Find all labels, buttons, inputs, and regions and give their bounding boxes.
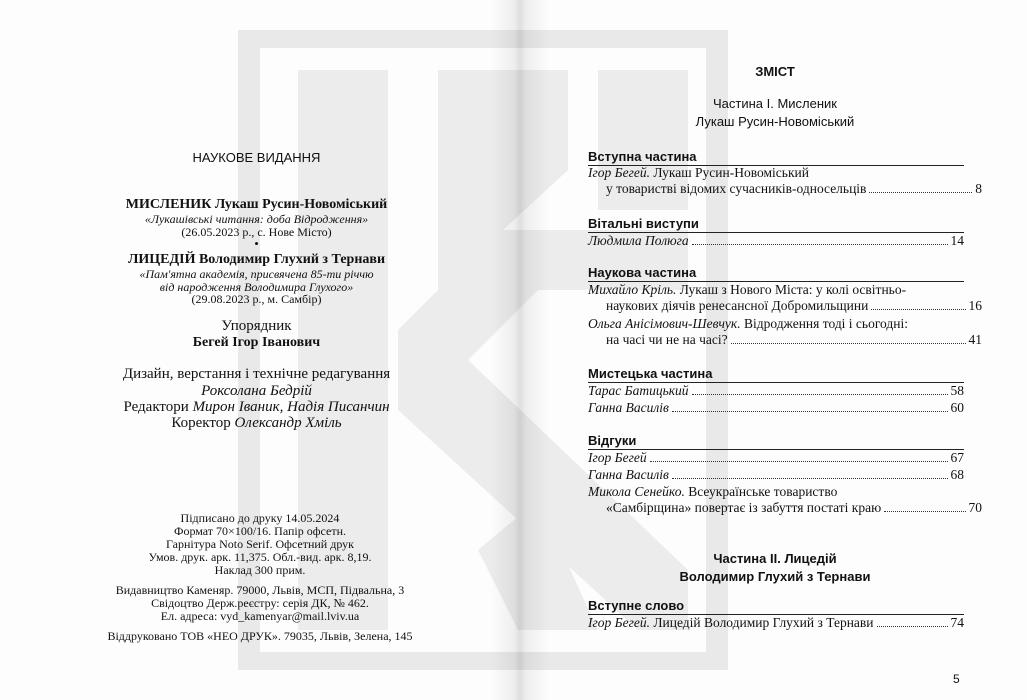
part2-title: Частина ІІ. Лицедій [713, 551, 837, 566]
publication-type: НАУКОВЕ ВИДАННЯ [192, 150, 321, 165]
colophon-line: Формат 70×100/16. Папір офсетн. [173, 524, 346, 538]
event2-date-place: (29.08.2023 р., м. Самбір) [191, 292, 322, 306]
part2-subtitle: Володимир Глухий з Тернави [679, 569, 871, 584]
entry-author: Ігор Бегей [588, 450, 647, 465]
dot-leader [877, 626, 948, 627]
part1-title: Частина І. Мисленик [712, 96, 837, 111]
event1-subtitle: «Лукашівські читання: доба Відродження» [144, 212, 369, 226]
entry-title-line2: у товаристві відомих сучасників-односельців [606, 181, 867, 196]
corrector-label: Коректор [171, 415, 231, 431]
toc-entry[interactable] [588, 233, 964, 249]
entry-title-line2: на часі чи не на часі? [606, 332, 728, 347]
section-heading: Вступна частина [588, 149, 697, 164]
entry-title-line1: Всеукраїнське товариство [684, 484, 838, 499]
entry-title: Лицедій Володимир Глухий з Тернави [649, 615, 874, 630]
entry-page: 67 [950, 450, 964, 465]
design-name: Роксолана Бедрій [201, 383, 312, 399]
entry-author: Ганна Василів [588, 400, 669, 415]
dot-leader [871, 309, 965, 310]
corrector-line [0, 415, 513, 432]
entry-author: Микола Сенейко. [588, 484, 685, 499]
dot-leader [884, 511, 965, 512]
entry-author: Ігор Бегей. [588, 165, 650, 180]
toc-entry[interactable] [588, 467, 964, 483]
toc-entry[interactable] [588, 615, 964, 631]
bullet-separator: • [254, 236, 259, 251]
dot-leader [692, 394, 948, 395]
event2-subtitle-line1: «Пам'ятна академія, присвячена 85-ти річчю [139, 267, 374, 281]
entry-author: Ольга Анісімович-Шевчук. [588, 316, 741, 331]
toc-title: ЗМІСТ [755, 64, 795, 79]
entry-page: 60 [950, 400, 964, 415]
design-label: Дизайн, верстання і технічне редагування [122, 366, 391, 382]
entry-title-line1: Лукаш з Нового Міста: у колі освітньо- [676, 282, 907, 297]
dot-leader [869, 192, 972, 193]
publisher-line: Свідоцтво Держ.реєстру: серія ДК, № 462. [151, 596, 369, 610]
entry-title-line1: Лукаш Русин-Новоміський [649, 165, 809, 180]
compiler-name: Бегей Ігор Іванович [192, 335, 321, 350]
toc-entry[interactable] [588, 484, 982, 516]
event1-title: МИСЛЕНИК Лукаш Русин-Новоміський [125, 197, 388, 212]
entry-page: 74 [950, 615, 964, 630]
editors-label: Редактори [123, 399, 189, 415]
entry-page: 70 [968, 500, 982, 515]
entry-author: Людмила Полюга [588, 233, 689, 248]
dot-leader [672, 411, 948, 412]
page-number: 5 [953, 672, 960, 686]
entry-page: 16 [968, 298, 982, 313]
section-heading: Наукова частина [588, 265, 697, 280]
dot-leader [731, 343, 966, 344]
entry-author: Ігор Бегей. [588, 615, 650, 630]
toc-entry[interactable] [588, 450, 964, 466]
dot-leader [650, 461, 948, 462]
colophon-line: Підписано до друку 14.05.2024 [180, 511, 340, 525]
entry-page: 14 [950, 233, 964, 248]
entry-page: 58 [950, 383, 964, 398]
entry-title-line2: «Самбірщина» повертає із забуття постаті краю [606, 500, 882, 515]
entry-title-line1: Відродження тоді і сьогодні: [740, 316, 908, 331]
editors-names: Мирон Іваник, Надія Писанчин [192, 399, 390, 415]
section-heading: Мистецька частина [588, 366, 713, 381]
toc-entry[interactable] [588, 316, 982, 348]
entry-author: Тарас Батицький [588, 383, 689, 398]
publisher-email: Ел. адреса: vyd_kamenyar@mail.lviv.ua [160, 609, 360, 623]
toc-entry[interactable] [588, 165, 982, 197]
editors-line [0, 399, 513, 416]
entry-page: 68 [950, 467, 964, 482]
section-heading: Вступне слово [588, 598, 685, 613]
compiler-label: Упорядник [221, 318, 292, 334]
colophon-line: Умов. друк. арк. 11,375. Обл.-вид. арк. 8,19. [148, 550, 372, 564]
entry-author: Михайло Кріль. [588, 282, 677, 297]
dot-leader [672, 478, 948, 479]
colophon-line: Наклад 300 прим. [214, 563, 306, 577]
dot-leader [692, 244, 948, 245]
publisher-line: Видавництво Каменяр. 79000, Львів, МСП, Підвальна, 3 [115, 583, 405, 597]
section-heading: Вітальні виступи [588, 216, 699, 231]
corrector-name: Олександр Хміль [234, 415, 342, 431]
colophon-line: Гарнітура Noto Serif. Офсетний друк [166, 537, 354, 551]
entry-title-line2: наукових діячів ренесансної Добромильщини [606, 298, 869, 313]
printer-line: Віддруковано ТОВ «НЕО ДРУК». 79035, Львів, Зелена, 145 [107, 629, 413, 643]
entry-page: 41 [968, 332, 982, 347]
toc-entry[interactable] [588, 400, 964, 416]
entry-author: Ганна Василів [588, 467, 669, 482]
toc-entry[interactable] [588, 383, 964, 399]
entry-page: 8 [975, 181, 982, 196]
event2-title: ЛИЦЕДІЙ Володимир Глухий з Тернави [127, 252, 386, 267]
event1-date-place: (26.05.2023 р., с. Нове Місто) [181, 225, 332, 239]
event2-subtitle-line2: від народження Володимира Глухого» [159, 280, 354, 294]
toc-entry[interactable] [588, 282, 982, 314]
part1-subtitle: Лукаш Русин-Новоміський [695, 114, 855, 129]
section-heading: Відгуки [588, 433, 637, 448]
